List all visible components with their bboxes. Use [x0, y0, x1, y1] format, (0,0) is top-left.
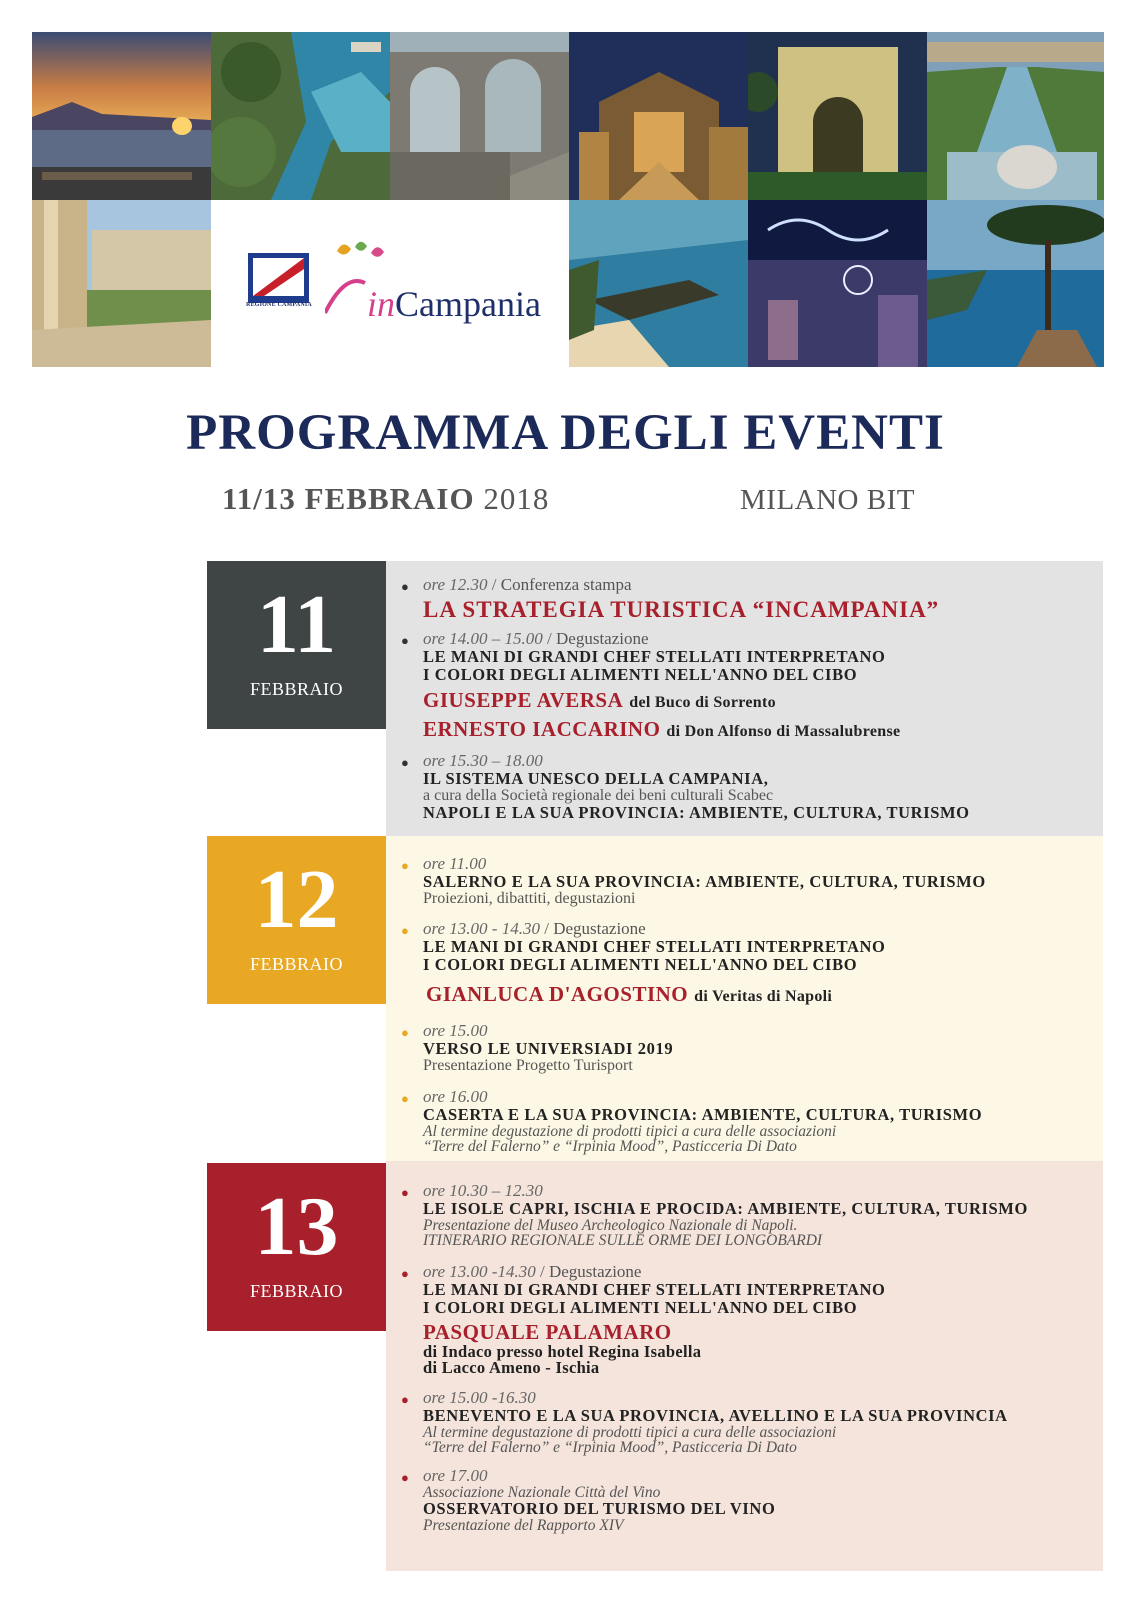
event-title: LA STRATEGIA TURISTICA “INCAMPANIA”	[423, 597, 940, 622]
chef-line	[423, 716, 900, 745]
dates-range: 11/13 FEBBRAIO	[222, 481, 475, 516]
event-kind: Degustazione	[556, 629, 649, 648]
event-title-line: LE MANI DI GRANDI CHEF STELLATI INTERPRETANO	[423, 937, 886, 956]
chef-affiliation: di Indaco presso hotel Regina Isabella	[423, 1342, 702, 1361]
bullet-icon: ●	[401, 1091, 409, 1106]
bullet-icon: ●	[401, 923, 409, 938]
event-title: SALERNO E LA SUA PROVINCIA: AMBIENTE, CULTURA, TURISMO	[423, 872, 986, 891]
bullet-icon: ●	[401, 1470, 409, 1485]
bullet-icon: ●	[401, 579, 409, 594]
chef-affiliation: di Don Alfonso di Massalubrense	[666, 723, 901, 740]
event-time: ore 15.30 – 18.00	[423, 751, 543, 770]
event-title: LE ISOLE CAPRI, ISCHIA E PROCIDA: AMBIENTE, CULTURA, TURISMO	[423, 1199, 1028, 1218]
event-subtitle: Presentazione del Rapporto XIV	[423, 1517, 624, 1534]
chef-affiliation: del Buco di Sorrento	[629, 694, 776, 711]
chef-name: ERNESTO IACCARINO	[423, 717, 661, 741]
photo-triumphal-arch	[748, 32, 927, 200]
day-number: 13	[254, 1180, 339, 1273]
event-kind: Degustazione	[553, 919, 646, 938]
event-13-1	[401, 1181, 1028, 1249]
day-13-box	[207, 1163, 386, 1331]
chef-name: GIANLUCA D'AGOSTINO	[426, 982, 689, 1006]
event-title: OSSERVATORIO DEL TURISMO DEL VINO	[423, 1499, 776, 1518]
dates-year: 2018	[483, 481, 550, 516]
event-time	[423, 919, 886, 938]
day-month: FEBBRAIO	[249, 679, 343, 699]
event-12-2	[401, 919, 886, 1010]
event-subtitle: Presentazione Progetto Turisport	[423, 1057, 633, 1074]
event-location: MILANO BIT	[740, 484, 915, 516]
event-time: ore 11.00	[423, 854, 487, 873]
event-11-3	[401, 751, 970, 822]
photo-coastal-pine	[927, 200, 1104, 367]
event-title-line: NAPOLI E LA SUA PROVINCIA: AMBIENTE, CULTURA, TURISMO	[423, 803, 970, 822]
day-number: 12	[254, 853, 339, 946]
event-time	[423, 1262, 886, 1281]
event-title-line: I COLORI DEGLI ALIMENTI NELL'ANNO DEL CIBO	[423, 665, 858, 684]
chef-line	[426, 981, 886, 1010]
event-time: ore 10.30 – 12.30	[423, 1181, 543, 1200]
event-subtitle: Presentazione del Museo Archeologico Nazionale di Napoli.	[423, 1217, 798, 1234]
photo-beach-cove	[569, 200, 748, 367]
event-title-line: IL SISTEMA UNESCO DELLA CAMPANIA,	[423, 769, 769, 788]
bullet-icon: ●	[401, 1266, 409, 1281]
event-subtitle: “Terre del Falerno” e “Irpinia Mood”, Pasticceria Di Dato	[423, 1138, 797, 1155]
bullet-icon: ●	[401, 633, 409, 648]
event-kind: Degustazione	[548, 1262, 642, 1281]
crest-label: REGIONE CAMPANIA	[246, 302, 312, 308]
event-title-line: LE MANI DI GRANDI CHEF STELLATI INTERPRETANO	[423, 1280, 886, 1299]
event-12-3	[401, 1021, 674, 1074]
event-13-4	[401, 1466, 776, 1534]
event-title: VERSO LE UNIVERSIADI 2019	[423, 1039, 674, 1058]
photo-coast-fjord	[211, 32, 390, 200]
event-12-4	[401, 1087, 983, 1155]
bullet-icon: ●	[401, 1025, 409, 1040]
event-title-line: I COLORI DEGLI ALIMENTI NELL'ANNO DEL CIBO	[423, 1298, 858, 1317]
incampania-wordmark	[367, 283, 541, 325]
photo-sunset-bay	[32, 32, 211, 200]
event-title-line: I COLORI DEGLI ALIMENTI NELL'ANNO DEL CIBO	[423, 955, 858, 974]
event-subtitle: Al termine degustazione di prodotti tipici a cura delle associazioni	[423, 1123, 837, 1140]
time-text: ore 14.00 – 15.00	[423, 629, 543, 648]
time-separator: /	[539, 919, 554, 938]
event-time: ore 17.00	[423, 1466, 488, 1485]
event-13-3	[401, 1388, 1008, 1456]
chef-affiliation: di Lacco Ameno - Ischia	[423, 1358, 600, 1377]
event-time: ore 15.00	[423, 1021, 488, 1040]
event-title-line: LE MANI DI GRANDI CHEF STELLATI INTERPRETANO	[423, 647, 886, 666]
chef-name: PASQUALE PALAMARO	[423, 1320, 672, 1344]
bullet-icon: ●	[401, 1392, 409, 1407]
bullet-icon: ●	[401, 1185, 409, 1200]
photo-colonnade-cloister	[32, 200, 211, 367]
time-text: ore 13.00 -14.30	[423, 1262, 536, 1281]
time-text: ore 12.30	[423, 575, 488, 594]
event-subtitle: Proiezioni, dibattiti, degustazioni	[423, 890, 636, 907]
event-time: ore 15.00 -16.30	[423, 1388, 536, 1407]
photo-christmas-lights	[748, 200, 927, 367]
brand-prefix: in	[367, 284, 396, 324]
time-separator: /	[535, 1262, 549, 1281]
photo-royal-palace-garden	[927, 32, 1104, 200]
event-kind: Conferenza stampa	[500, 575, 632, 594]
day-12-box	[207, 836, 386, 1004]
event-subtitle: “Terre del Falerno” e “Irpinia Mood”, Pasticceria Di Dato	[423, 1439, 797, 1456]
chef-affiliation: di Veritas di Napoli	[694, 988, 833, 1005]
event-time	[423, 575, 939, 594]
event-12-1	[401, 854, 986, 907]
event-title: CASERTA E LA SUA PROVINCIA: AMBIENTE, CULTURA, TURISMO	[423, 1105, 983, 1124]
event-subtitle: a cura della Società regionale dei beni culturali Scabec	[423, 787, 774, 804]
bullet-icon: ●	[401, 755, 409, 770]
event-time	[423, 629, 900, 648]
chef-name: GIUSEPPE AVERSA	[423, 688, 624, 712]
event-11-2	[401, 629, 901, 745]
event-11-1	[401, 575, 940, 623]
event-dates	[222, 481, 549, 517]
brand-word: Campania	[395, 284, 541, 324]
event-time: ore 16.00	[423, 1087, 488, 1106]
day-11-box	[207, 561, 386, 729]
bullet-icon: ●	[401, 858, 409, 873]
photo-cathedral-night	[569, 32, 748, 200]
day-month: FEBBRAIO	[249, 954, 343, 974]
time-separator: /	[487, 575, 501, 594]
day-number: 11	[256, 578, 337, 671]
event-subtitle: ITINERARIO REGIONALE SULLE ORME DEI LONGOBARDI	[423, 1232, 823, 1249]
photo-stone-ruins	[390, 32, 569, 200]
event-organizer: Associazione Nazionale Città del Vino	[423, 1484, 661, 1501]
time-separator: /	[542, 629, 557, 648]
chef-line	[423, 687, 900, 716]
event-subtitle: Al termine degustazione di prodotti tipici a cura delle associazioni	[423, 1424, 837, 1441]
event-13-2	[401, 1262, 886, 1377]
time-text: ore 13.00 - 14.30	[423, 919, 540, 938]
event-title: BENEVENTO E LA SUA PROVINCIA, AVELLINO E LA SUA PROVINCIA	[423, 1406, 1008, 1425]
day-month: FEBBRAIO	[249, 1281, 343, 1301]
page-title: PROGRAMMA DEGLI EVENTI	[186, 405, 945, 461]
